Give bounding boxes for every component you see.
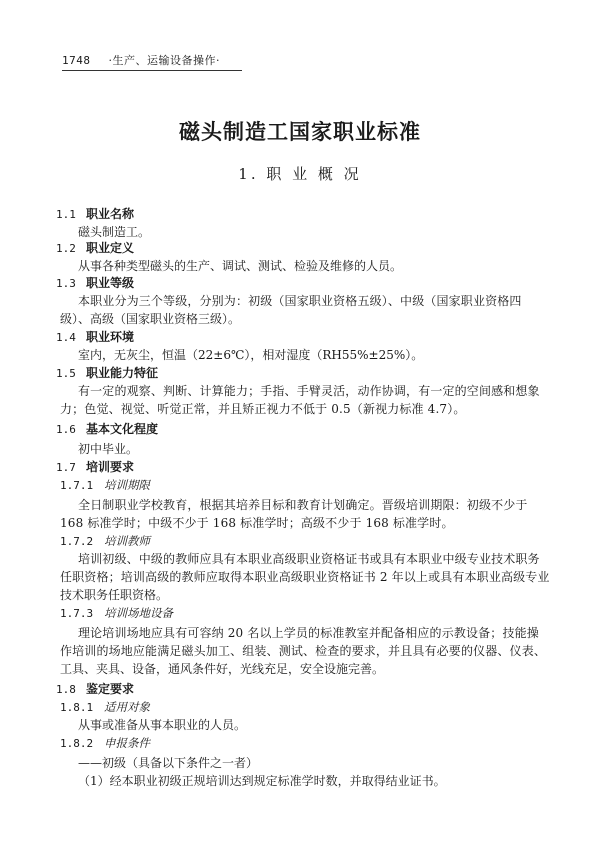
section-heading	[56, 459, 556, 476]
paragraph-line: 技术职务任职资格。	[60, 588, 169, 602]
section-heading	[56, 206, 556, 223]
section-heading	[56, 365, 556, 382]
section-number: 1.7.1	[60, 479, 94, 492]
paragraph-line: 本职业分为三个等级，分别为：初级（国家职业资格五级）、中级（国家职业资格四	[78, 294, 522, 308]
section-heading	[56, 681, 556, 698]
section-number: 1.6	[56, 423, 76, 436]
section-title: 适用对象	[104, 700, 150, 714]
header-rule	[62, 70, 242, 71]
section-title: 培训场地设备	[104, 606, 173, 620]
paragraph-line: 任职资格；培训高级的教师应取得本职业高级职业资格证书 2 年以上或具有本职业高级专业	[60, 570, 550, 584]
paragraph-line: 初中毕业。	[78, 442, 139, 456]
paragraph-line: 级）、高级（国家职业资格三级）。	[60, 312, 241, 326]
paragraph-line: 作培训的场地应能满足磁头加工、组装、测试、检查的要求，并且具有必要的仪器、仪表、	[60, 644, 547, 658]
subsection-heading	[60, 699, 560, 716]
section-title: 申报条件	[104, 736, 150, 750]
running-header	[62, 52, 220, 68]
subsection-heading	[60, 605, 560, 622]
paragraph-line: 从事各种类型磁头的生产、调试、测试、检验及维修的人员。	[78, 259, 403, 273]
section-title: 培训教师	[104, 534, 150, 548]
section-number: 1.7.3	[60, 607, 94, 620]
paragraph-line: 室内，无灰尘，恒温（22±6℃），相对湿度（RH55%±25%）。	[78, 348, 424, 362]
section-number: 1.8	[56, 683, 76, 696]
paragraph-line: 有一定的观察、判断、计算能力；手指、手臂灵活，动作协调，有一定的空间感和想象	[78, 384, 540, 398]
section-number: 1.5	[56, 367, 76, 380]
section-title: 基本文化程度	[86, 422, 159, 436]
section-label: ·生产、运输设备操作·	[108, 54, 220, 67]
section-number: 1.1	[56, 208, 76, 221]
paragraph-line: ——初级（具备以下条件之一者）	[78, 756, 259, 770]
section-title: 职业等级	[86, 276, 135, 290]
page-number: 1748	[62, 54, 91, 67]
section-number: 1.7.2	[60, 535, 94, 548]
paragraph-line: 从事或准备从事本职业的人员。	[78, 718, 247, 732]
section-heading	[56, 421, 556, 438]
section-number: 1.3	[56, 277, 76, 290]
section-number: 1.4	[56, 331, 76, 344]
section-heading	[56, 329, 556, 346]
section-title: 鉴定要求	[86, 682, 135, 696]
paragraph-line: （1）经本职业初级正规培训达到规定标准学时数，并取得结业证书。	[78, 774, 446, 788]
section-number: 1.7	[56, 461, 76, 474]
section-title: 培训要求	[86, 460, 135, 474]
paragraph-line: 168 标准学时；中级不少于 168 标准学时；高级不少于 168 标准学时。	[60, 516, 454, 530]
section-title: 培训期限	[104, 478, 150, 492]
paragraph-line: 全日制职业学校教育，根据其培养目标和教育计划确定。晋级培训期限：初级不少于	[78, 498, 528, 512]
section-title: 职业环境	[86, 330, 135, 344]
subsection-heading	[60, 477, 560, 494]
section-title: 职业名称	[86, 207, 135, 221]
chapter-heading: 1. 职 业 概 况	[238, 165, 362, 183]
section-number: 1.8.1	[60, 701, 94, 714]
section-number: 1.2	[56, 242, 76, 255]
paragraph-line: 力；色觉、视觉、听觉正常，并且矫正视力不低于 0.5（新视力标准 4.7）。	[60, 402, 466, 416]
section-heading	[56, 275, 556, 292]
subsection-heading	[60, 735, 560, 752]
paragraph-line: 磁头制造工。	[78, 225, 151, 239]
section-title: 职业定义	[86, 241, 135, 255]
section-heading	[56, 240, 556, 257]
section-title: 职业能力特征	[86, 366, 159, 380]
paragraph-line: 理论培训场地应具有可容纳 20 名以上学员的标准教室并配备相应的示教设备；技能操	[78, 626, 539, 640]
section-number: 1.8.2	[60, 737, 94, 750]
subsection-heading	[60, 533, 560, 550]
paragraph-line: 培训初级、中级的教师应具有本职业高级职业资格证书或具有本职业中级专业技术职务	[78, 552, 540, 566]
paragraph-line: 工具、夹具、设备，通风条件好，光线充足，安全设施完善。	[60, 662, 385, 676]
document-title: 磁头制造工国家职业标准	[179, 119, 421, 144]
